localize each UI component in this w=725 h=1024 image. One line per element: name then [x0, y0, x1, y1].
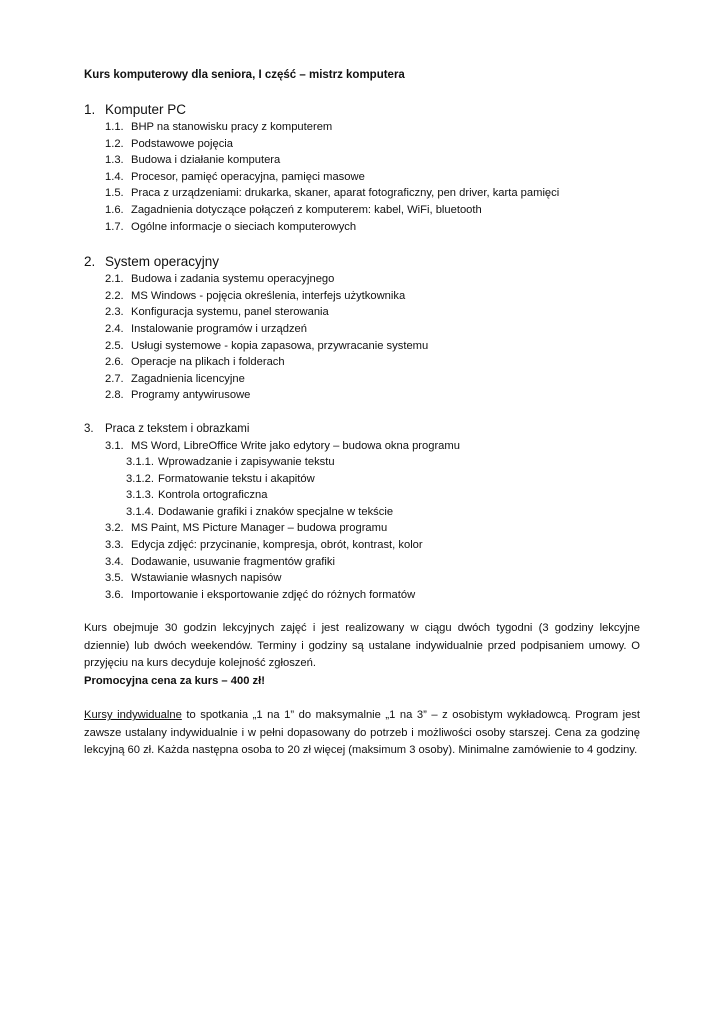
- item-number: 3.1.: [105, 439, 124, 452]
- item-text: MS Windows - pojęcia określenia, interfejs użytkownika: [131, 289, 406, 302]
- list-item: [84, 371, 640, 388]
- section-heading: [84, 421, 640, 438]
- course-info-paragraph: Kurs obejmuje 30 godzin lekcyjnych zajęć i jest realizowany w ciągu dwóch tygodni (3 godziny lekcyjne dziennie) lub dwóch weekendów. Terminy i godziny są ustalane indywidualnie przed podpisaniem umowy. O przyjęciu na kurs decyduje kolejność zgłoszeń.: [84, 622, 640, 670]
- item-text: Dodawanie, usuwanie fragmentów grafiki: [131, 555, 335, 568]
- item-number: 3.4.: [105, 555, 124, 568]
- list-item: [84, 202, 640, 219]
- list-item: [84, 288, 640, 305]
- item-text: Budowa i zadania systemu operacyjnego: [131, 273, 335, 286]
- item-text: Zagadnienia dotyczące połączeń z komputerem: kabel, WiFi, bluetooth: [131, 203, 482, 216]
- list-item: [84, 454, 640, 471]
- list-item: [84, 487, 640, 504]
- item-text: MS Word, LibreOffice Write jako edytory – budowa okna programu: [131, 439, 460, 452]
- list-item: [84, 338, 640, 355]
- item-number: 3.1.3.: [126, 489, 154, 502]
- list-item: [84, 471, 640, 488]
- item-text: Procesor, pamięć operacyjna, pamięci masowe: [131, 170, 365, 183]
- item-number: 1.2.: [105, 137, 124, 150]
- individual-courses-label: Kursy indywidualne: [84, 709, 182, 722]
- item-number: 3.6.: [105, 588, 124, 601]
- item-text: Praca z urządzeniami: drukarka, skaner, aparat fotograficzny, pen driver, karta pamięci: [131, 187, 560, 200]
- list-item: [84, 169, 640, 186]
- item-number: 3.2.: [105, 522, 124, 535]
- list-item: [84, 520, 640, 537]
- item-number: 1.1.: [105, 121, 124, 133]
- item-text: MS Paint, MS Picture Manager – budowa programu: [131, 522, 388, 535]
- list-item: [84, 587, 640, 604]
- item-text: Instalowanie programów i urządzeń: [131, 322, 307, 335]
- item-text: Wstawianie własnych napisów: [131, 572, 282, 585]
- item-number: 2.1.: [105, 273, 124, 286]
- list-item: [84, 304, 640, 321]
- document-page: [84, 67, 640, 760]
- list-item: [84, 152, 640, 169]
- item-number: 1.4.: [105, 170, 124, 183]
- item-text: Konfiguracja systemu, panel sterowania: [131, 306, 329, 319]
- promo-price: Promocyjna cena za kurs – 400 zł!: [84, 674, 265, 687]
- item-text: Formatowanie tekstu i akapitów: [158, 472, 315, 485]
- item-number: 2.7.: [105, 372, 124, 385]
- item-text: Importowanie i eksportowanie zdjęć do różnych formatów: [131, 588, 416, 601]
- list-item: [84, 271, 640, 288]
- item-text: Budowa i działanie komputera: [131, 154, 281, 167]
- item-text: Programy antywirusowe: [131, 389, 251, 402]
- item-number: 3.1.4.: [126, 505, 154, 518]
- section-number: 2.: [84, 254, 96, 270]
- section-heading: [84, 100, 640, 119]
- item-number: 2.3.: [105, 306, 124, 319]
- list-item: [84, 185, 640, 202]
- item-number: 3.3.: [105, 539, 124, 552]
- list-item: [84, 438, 640, 455]
- list-item: [84, 354, 640, 371]
- item-number: 3.1.1.: [126, 456, 154, 469]
- list-item: [84, 537, 640, 554]
- section-heading: [84, 252, 640, 271]
- list-item: [84, 504, 640, 521]
- individual-courses-paragraph: [84, 707, 640, 760]
- item-number: 3.5.: [105, 572, 124, 585]
- item-number: 3.1.2.: [126, 472, 154, 485]
- section-number: 1.: [84, 102, 96, 117]
- item-text: Dodawanie grafiki i znaków specjalne w tekście: [158, 505, 394, 518]
- course-info-block: [84, 620, 640, 690]
- item-number: 2.5.: [105, 339, 124, 352]
- list-item: [84, 219, 640, 236]
- item-number: 2.6.: [105, 356, 124, 369]
- item-text: Podstawowe pojęcia: [131, 137, 233, 150]
- item-number: 1.5.: [105, 187, 124, 200]
- document-title: Kurs komputerowy dla seniora, I część – mistrz komputera: [84, 69, 405, 81]
- list-item: [84, 570, 640, 587]
- item-text: Wprowadzanie i zapisywanie tekstu: [158, 456, 335, 469]
- individual-courses-text: to spotkania „1 na 1” do maksymalnie „1 na 3” – z osobistym wykładowcą. Program jest zawsze ustalany indywidualnie i w pełni dopasowany do potrzeb i możliwości osoby starszej. Cena za godzinę lekcyjną 60 zł. Każda następna osoba to 20 zł więcej (maksimum 3 osoby). Minimalne zamówienie to 4 godziny.: [84, 709, 640, 757]
- section-text-and-images: [84, 421, 640, 604]
- item-text: Ogólne informacje o sieciach komputerowych: [131, 220, 357, 233]
- item-number: 2.2.: [105, 289, 124, 302]
- section-title: System operacyjny: [105, 254, 220, 270]
- item-number: 1.7.: [105, 220, 124, 233]
- item-text: Zagadnienia licencyjne: [131, 372, 245, 385]
- list-item: [84, 136, 640, 153]
- section-title: Komputer PC: [105, 102, 187, 117]
- list-item: [84, 119, 640, 136]
- list-item: [84, 387, 640, 404]
- item-text: Usługi systemowe - kopia zapasowa, przywracanie systemu: [131, 339, 429, 352]
- list-item: [84, 321, 640, 338]
- item-number: 1.3.: [105, 154, 124, 167]
- section-operating-system: [84, 252, 640, 404]
- item-number: 2.4.: [105, 322, 124, 335]
- section-title: Praca z tekstem i obrazkami: [105, 422, 250, 435]
- item-text: Edycja zdjęć: przycinanie, kompresja, obrót, kontrast, kolor: [131, 539, 423, 552]
- list-item: [84, 554, 640, 571]
- item-number: 1.6.: [105, 203, 124, 216]
- item-number: 2.8.: [105, 389, 124, 402]
- section-number: 3.: [84, 422, 94, 435]
- item-text: Kontrola ortograficzna: [158, 489, 268, 502]
- section-computer-pc: [84, 100, 640, 235]
- item-text: BHP na stanowisku pracy z komputerem: [131, 121, 333, 133]
- item-text: Operacje na plikach i folderach: [131, 356, 285, 369]
